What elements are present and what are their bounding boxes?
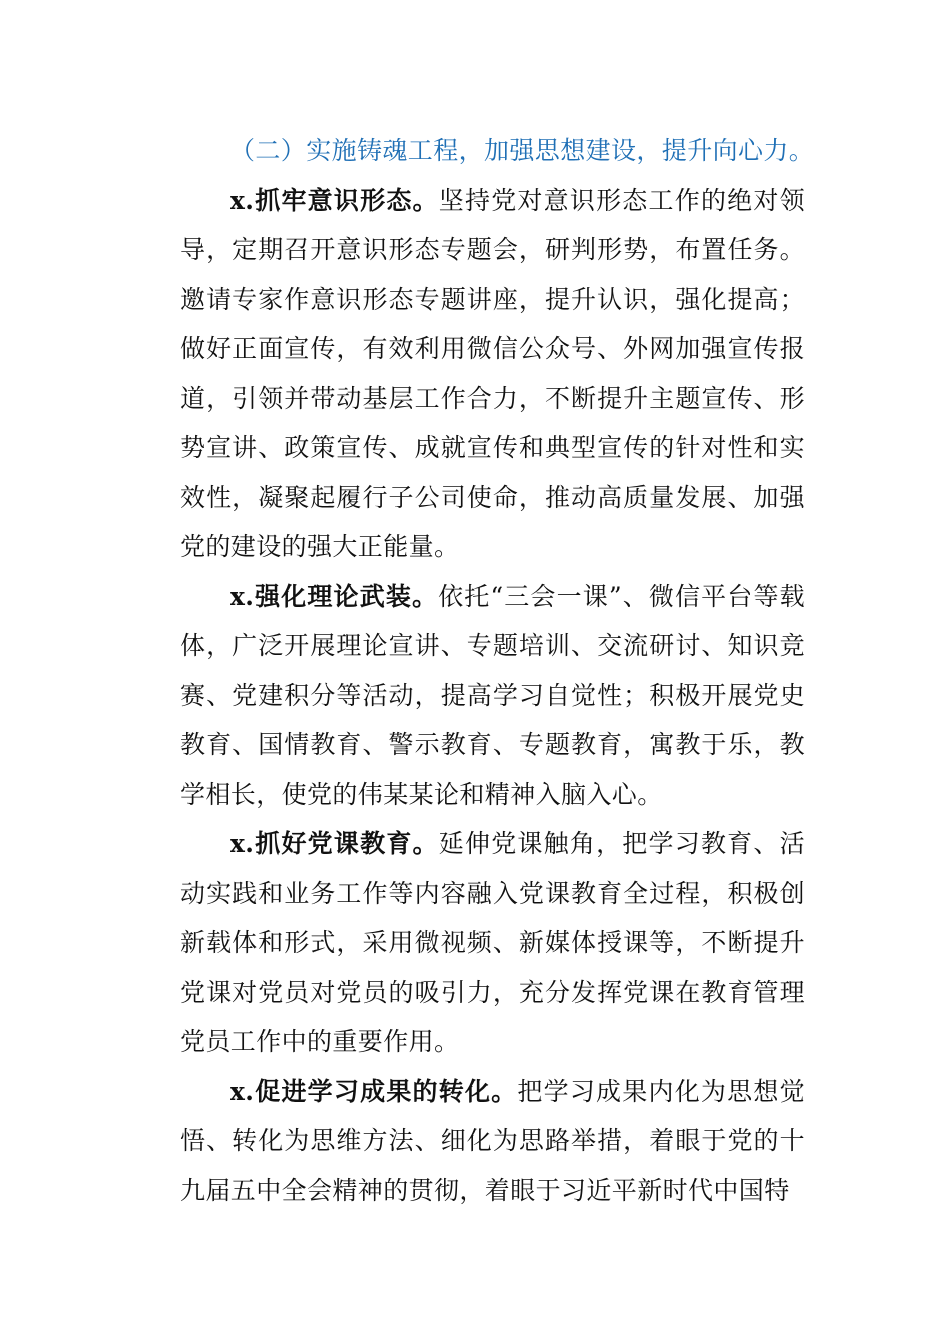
paragraph-ideology <box>180 176 805 572</box>
document-body <box>180 126 815 1215</box>
paragraph-party-lessons <box>180 819 805 1067</box>
paragraph-text: 依托“三会一课”、微信平台等载体，广泛开展理论宣讲、专题培训、交流研讨、知识竞赛、党建积分等活动，提高学习自觉性；积极开展党史教育、国情教育、警示教育、专题教育，寓教于乐，教学相长，使党的伟某某论和精神入脑入心。 <box>180 581 805 809</box>
section-heading: （二）实施铸魂工程，加强思想建设，提升向心力。 <box>230 136 815 165</box>
paragraph-lead: x.抓牢意识形态。 <box>230 185 439 215</box>
paragraph-lead: x.抓好党课教育。 <box>230 829 439 858</box>
paragraph-learning-results <box>180 1067 805 1216</box>
paragraph-text: 坚持党对意识形态工作的绝对领导，定期召开意识形态专题会，研判形势，布置任务。邀请专家作意识形态专题讲座，提升认识，强化提高；做好正面宣传，有效利用微信公众号、外网加强宣传报道，引领并带动基层工作合力，不断提升主题宣传、形势宣讲、政策宣传、成就宣传和典型宣传的针对性和实效性，凝聚起履行子公司使命，推动高质量发展、加强党的建设的强大正能量。 <box>180 185 805 561</box>
paragraph-theory <box>180 572 805 820</box>
paragraph-text: 延伸党课触角，把学习教育、活动实践和业务工作等内容融入党课教育全过程，积极创新载体和形式，采用微视频、新媒体授课等，不断提升党课对党员对党员的吸引力，充分发挥党课在教育管理党员工作中的重要作用。 <box>180 829 805 1056</box>
paragraph-lead: x.强化理论武装。 <box>230 581 439 611</box>
paragraph-lead: x.促进学习成果的转化。 <box>230 1076 518 1106</box>
paragraph-text: 把学习成果内化为思想觉悟、转化为思维方法、细化为思路举措，着眼于党的十九届五中全会精神的贯彻，着眼于习近平新时代中国特 <box>180 1076 805 1205</box>
